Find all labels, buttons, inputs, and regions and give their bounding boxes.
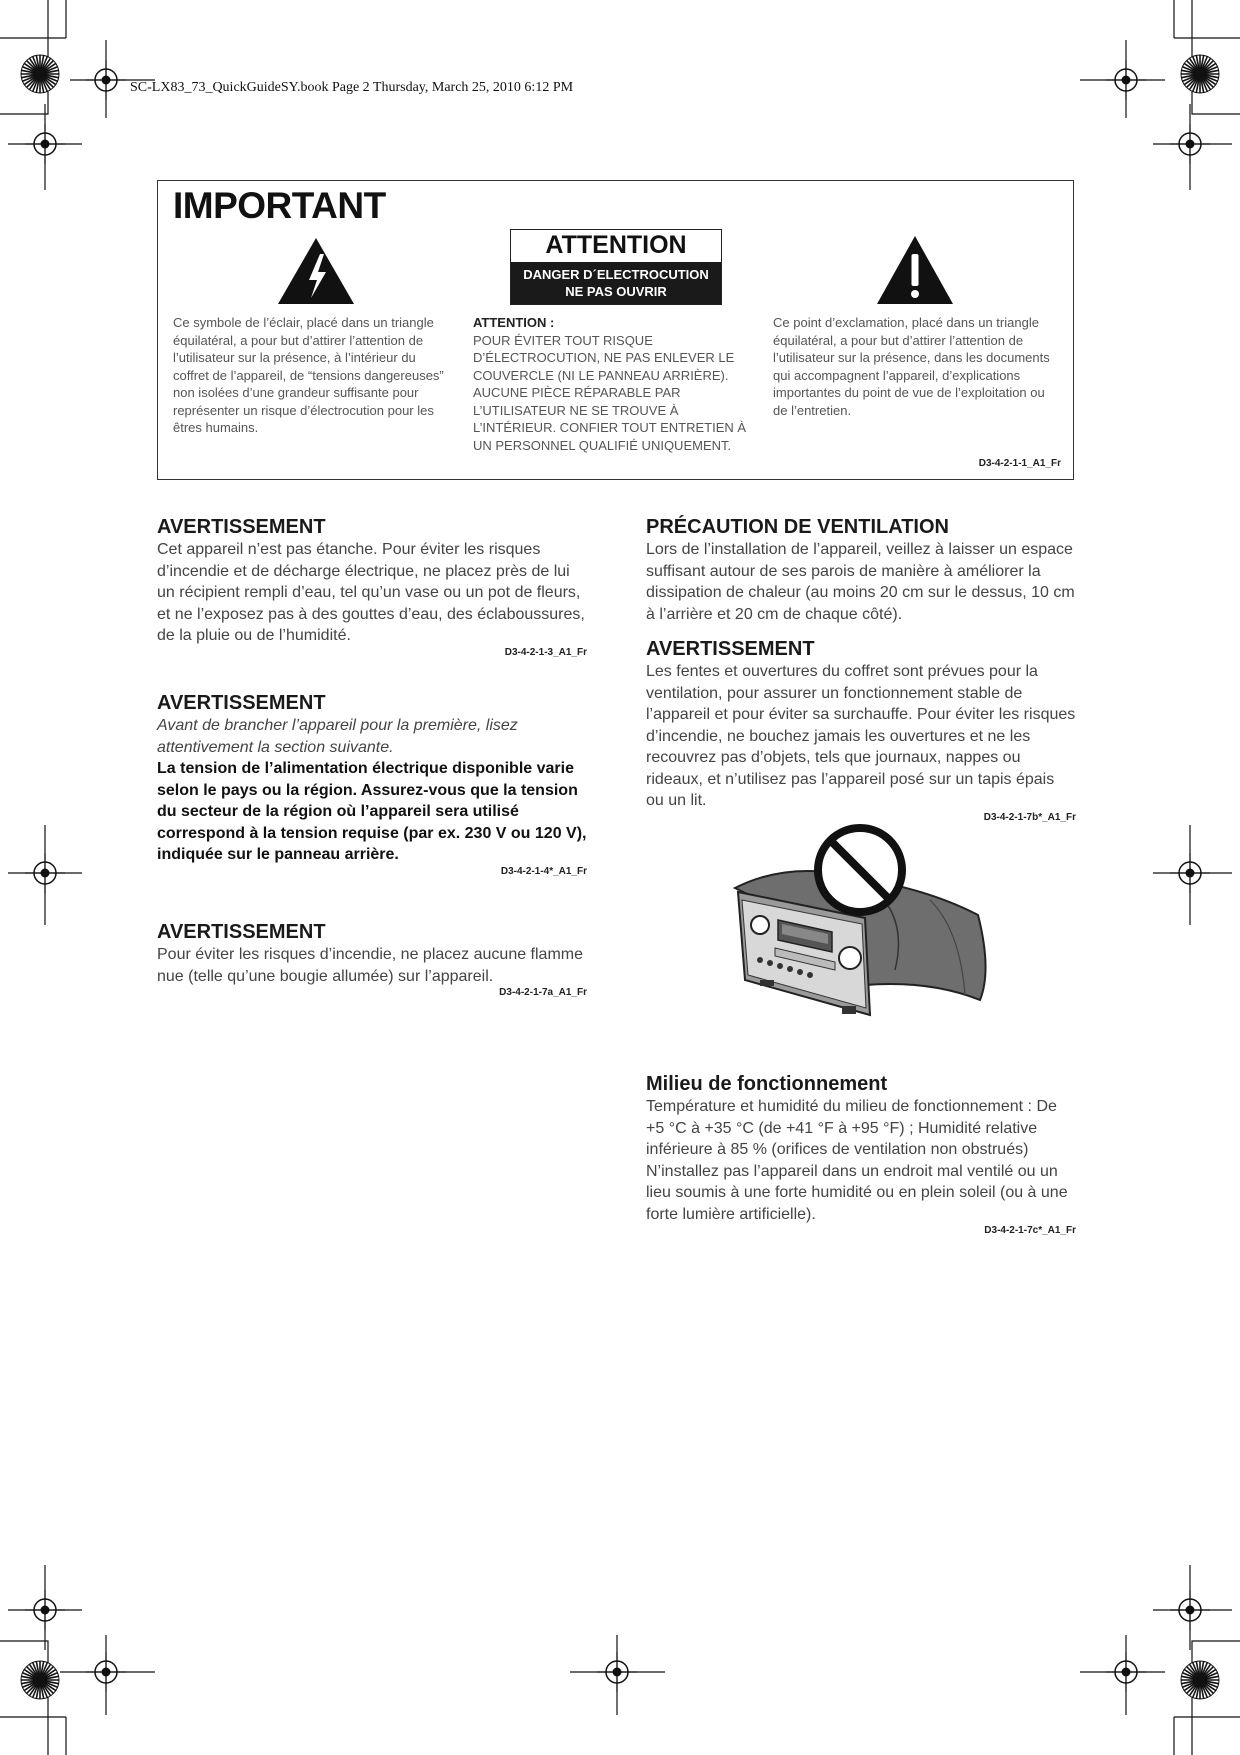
- section-title: AVERTISSEMENT: [157, 692, 326, 714]
- print-header: SC-LX83_73_QuickGuideSY.book Page 2 Thursday, March 25, 2010 6:12 PM: [130, 80, 574, 95]
- section-title: AVERTISSEMENT: [157, 921, 326, 943]
- important-code: D3-4-2-1-1_A1_Fr: [978, 458, 1061, 469]
- ventilation-section: [646, 515, 1076, 625]
- lightning-explanation: Ce symbole de l’éclair, placé dans un triangle équilatéral, a pour but d’attirer l’attention de l’utilisateur sur la présence, à l’intérieur du coffret de l’appareil, de “tensions dangereuses” non isolées d’une grandeur suffisante pour représenter un risque d’électrocution pour les êtres humains.: [173, 315, 444, 435]
- section-text: Lors de l’installation de l’appareil, veillez à laisser un espace suffisant autour de ses parois de manière à améliorer la dissipation de chaleur (au moins 20 cm sur le dessus, 10 cm à l’arrière et 20 cm de chaque côté).: [646, 541, 1075, 623]
- attention-explanation-text: POUR ÉVITER TOUT RISQUE D’ÉLECTROCUTION, NE PAS ENLEVER LE COUVERCLE (NI LE PANNEAU ARRIÈRE). AUCUNE PIÈCE RÉPARABLE PAR L’UTILISATEUR NE SE TROUVE À L’INTÉRIEUR. CONFIER TOUT ENTRETIEN À UN PERSONNEL QUALIFIÉ UNIQUEMENT.: [473, 332, 747, 453]
- warning-openings-section: [646, 637, 1076, 823]
- section-title: AVERTISSEMENT: [157, 516, 326, 538]
- important-box: [157, 180, 1074, 480]
- section-code: D3-4-2-1-7b*_A1_Fr: [983, 811, 1076, 823]
- section-text: Cet appareil n’est pas étanche. Pour éviter les risques d’incendie et de décharge électrique, ne placez près de lui un récipient rempli d’eau, tel qu’un vase ou un pot de fleurs, et ne l’exposez pas à des gouttes d’eau, des éclaboussures, de la pluie ou de l’humidité.: [157, 541, 585, 644]
- section-code: D3-4-2-1-7c*_A1_Fr: [984, 1225, 1076, 1236]
- attention-line-1: DANGER D´ELECTROCUTION: [523, 267, 709, 282]
- warning-voltage-section: [157, 691, 587, 877]
- warning-water-section: [157, 515, 587, 658]
- section-text: Pour éviter les risques d’incendie, ne placez aucune flamme nue (telle qu’une bougie allumée) sur l’appareil.: [157, 946, 584, 985]
- section-code: D3-4-2-1-7a_A1_Fr: [499, 987, 587, 998]
- important-title: IMPORTANT: [173, 185, 386, 226]
- attention-explanation-label: ATTENTION :: [473, 315, 555, 330]
- warning-flame-section: [157, 920, 587, 998]
- attention-label: [510, 229, 722, 305]
- section-bold-text: La tension de l’alimentation électrique disponible varie selon le pays ou la région. Assurez-vous que la tension du secteur de la région où l’appareil sera utilisé correspond à la tension requise (par ex. 230 V ou 120 V), indiquée sur le panneau arrière.: [157, 760, 587, 863]
- section-intro: Avant de brancher l’appareil pour la première, lisez attentivement la section suivante.: [157, 717, 518, 756]
- covered-receiver-illustration: [730, 820, 995, 1020]
- attention-title: ATTENTION: [545, 231, 687, 259]
- attention-line-2: NE PAS OUVRIR: [565, 284, 667, 299]
- section-code: D3-4-2-1-4*_A1_Fr: [500, 865, 587, 877]
- section-title: PRÉCAUTION DE VENTILATION: [646, 516, 949, 538]
- exclamation-warning-icon: [875, 234, 955, 306]
- section-title: AVERTISSEMENT: [646, 638, 815, 660]
- section-code: D3-4-2-1-3_A1_Fr: [504, 646, 587, 658]
- operating-environment-section: [646, 1072, 1076, 1236]
- exclamation-explanation: Ce point d’exclamation, placé dans un triangle équilatéral, a pour but d’attirer l’attention de l’utilisateur sur la présence, dans les documents qui accompagnent l’appareil, d’explications importantes du point de vue de l’exploitation ou de l’entretien.: [773, 315, 1050, 418]
- lightning-warning-icon: [276, 236, 356, 306]
- section-title: Milieu de fonctionnement: [646, 1073, 888, 1095]
- section-text-1: Température et humidité du milieu de fonctionnement : De +5 °C à +35 °C (de +41 °F à +95 °F) ; Humidité relative inférieure à 85 % (orifices de ventilation non obstrués): [646, 1098, 1057, 1158]
- attention-warning-band: [511, 262, 721, 304]
- section-text-2: N’installez pas l’appareil dans un endroit mal ventilé ou un lieu soumis à une forte humidité ou en plein soleil (ou à une forte lumière artificielle).: [646, 1162, 1068, 1223]
- attention-explanation: [473, 314, 753, 454]
- section-text: Les fentes et ouvertures du coffret sont prévues pour la ventilation, pour assurer un fonctionnement stable de l’appareil et pour éviter sa surchauffe. Pour éviter les risques d’incendie, ne bouchez jamais les ouvertures et ne les recouvrez pas d’objets, tels que journaux, nappes ou rideaux, et n’utilisez pas l’appareil posé sur un tapis épais ou un lit.: [646, 663, 1076, 809]
